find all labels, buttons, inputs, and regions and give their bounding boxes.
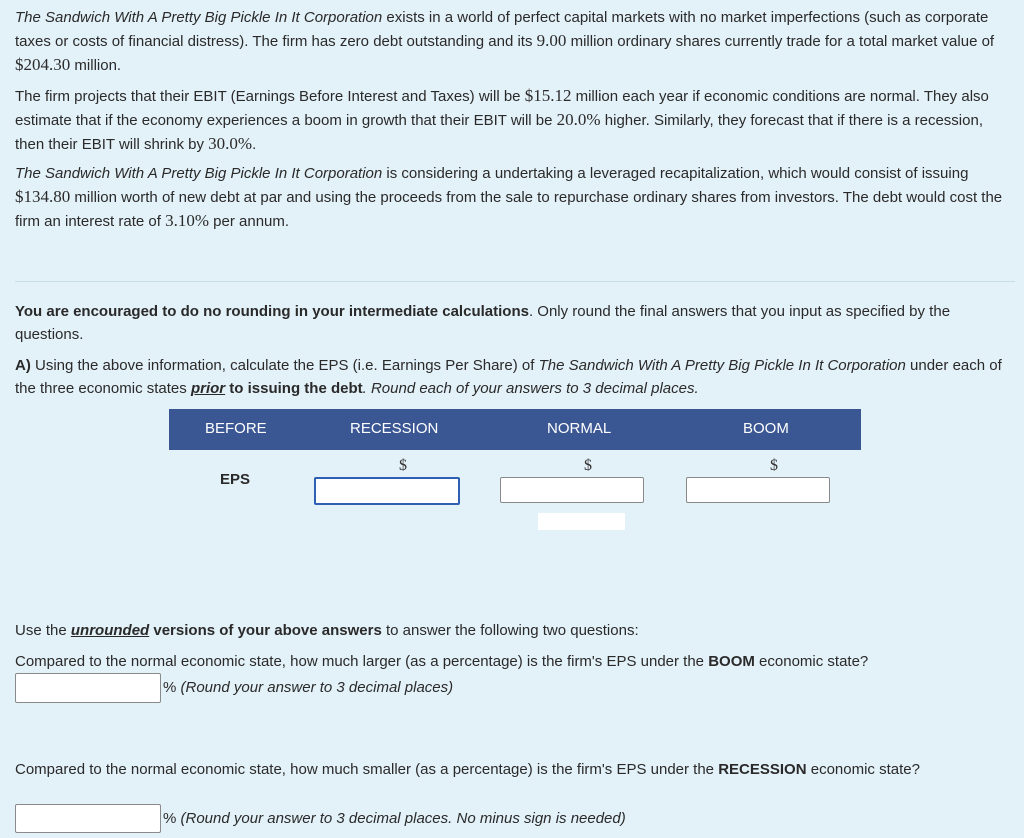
currency-symbol: $: [584, 457, 592, 474]
part-a-prompt: A) Using the above information, calculate the EPS (i.e. Earnings Per Share) of The Sandwich With A Pretty Big Pickle In It Corporation under each of the three economic states prior to issuing the debt. Round each of your answers to 3 decimal places.: [15, 357, 1002, 397]
eps-recession-input[interactable]: [314, 477, 460, 505]
boom-question: Compared to the normal economic state, how much larger (as a percentage) is the firm's EPS under the BOOM economic state?: [15, 653, 869, 670]
header-boom: BOOM: [743, 420, 789, 437]
eps-table-header: [169, 409, 861, 450]
intro-paragraph: The Sandwich With A Pretty Big Pickle In It Corporation exists in a world of perfect capital markets with no market imperfections (such as corporate taxes or costs of financial distress). The firm has zero debt outstanding and its 9.00 million ordinary shares currently trade for a total market value of $204.30 million.: [15, 9, 995, 74]
eps-boom-input[interactable]: [686, 477, 830, 503]
boom-percent-input[interactable]: [15, 673, 161, 703]
rounding-instructions: You are encouraged to do no rounding in your intermediate calculations. Only round the final answers that you input as specified by the questions.: [15, 303, 951, 343]
eps-normal-input[interactable]: [500, 477, 644, 503]
currency-symbol: $: [399, 457, 407, 474]
header-before: BEFORE: [205, 420, 267, 437]
unrounded-note: Use the unrounded versions of your above answers to answer the following two questions:: [15, 622, 639, 639]
recession-percent-suffix: % (Round your answer to 3 decimal places. No minus sign is needed): [163, 810, 626, 827]
recession-question: Compared to the normal economic state, how much smaller (as a percentage) is the firm's EPS under the RECESSION economic state?: [15, 761, 920, 778]
eps-row-label: EPS: [220, 471, 251, 488]
header-recession: RECESSION: [350, 420, 439, 437]
blank-feedback-area: [538, 513, 625, 530]
ebit-paragraph: The firm projects that their EBIT (Earnings Before Interest and Taxes) will be $15.12 million each year if economic conditions are normal. They also estimate that if the economy experiences a boom in growth that their EBIT will be 20.0% higher. Similarly, they forecast that if there is a recession, then their EBIT will shrink by 30.0%.: [15, 86, 989, 153]
currency-symbol: $: [770, 457, 778, 474]
header-normal: NORMAL: [547, 420, 612, 437]
recap-paragraph: The Sandwich With A Pretty Big Pickle In It Corporation is considering a undertaking a leveraged recapitalization, which would consist of issuing $134.80 million worth of new debt at par and using the proceeds from the sale to repurchase ordinary shares from investors. The debt would cost the firm an interest rate of 3.10% per annum.: [15, 165, 1003, 230]
recession-percent-input[interactable]: [15, 804, 161, 833]
section-divider: [15, 281, 1015, 282]
boom-percent-suffix: % (Round your answer to 3 decimal places): [163, 679, 454, 696]
